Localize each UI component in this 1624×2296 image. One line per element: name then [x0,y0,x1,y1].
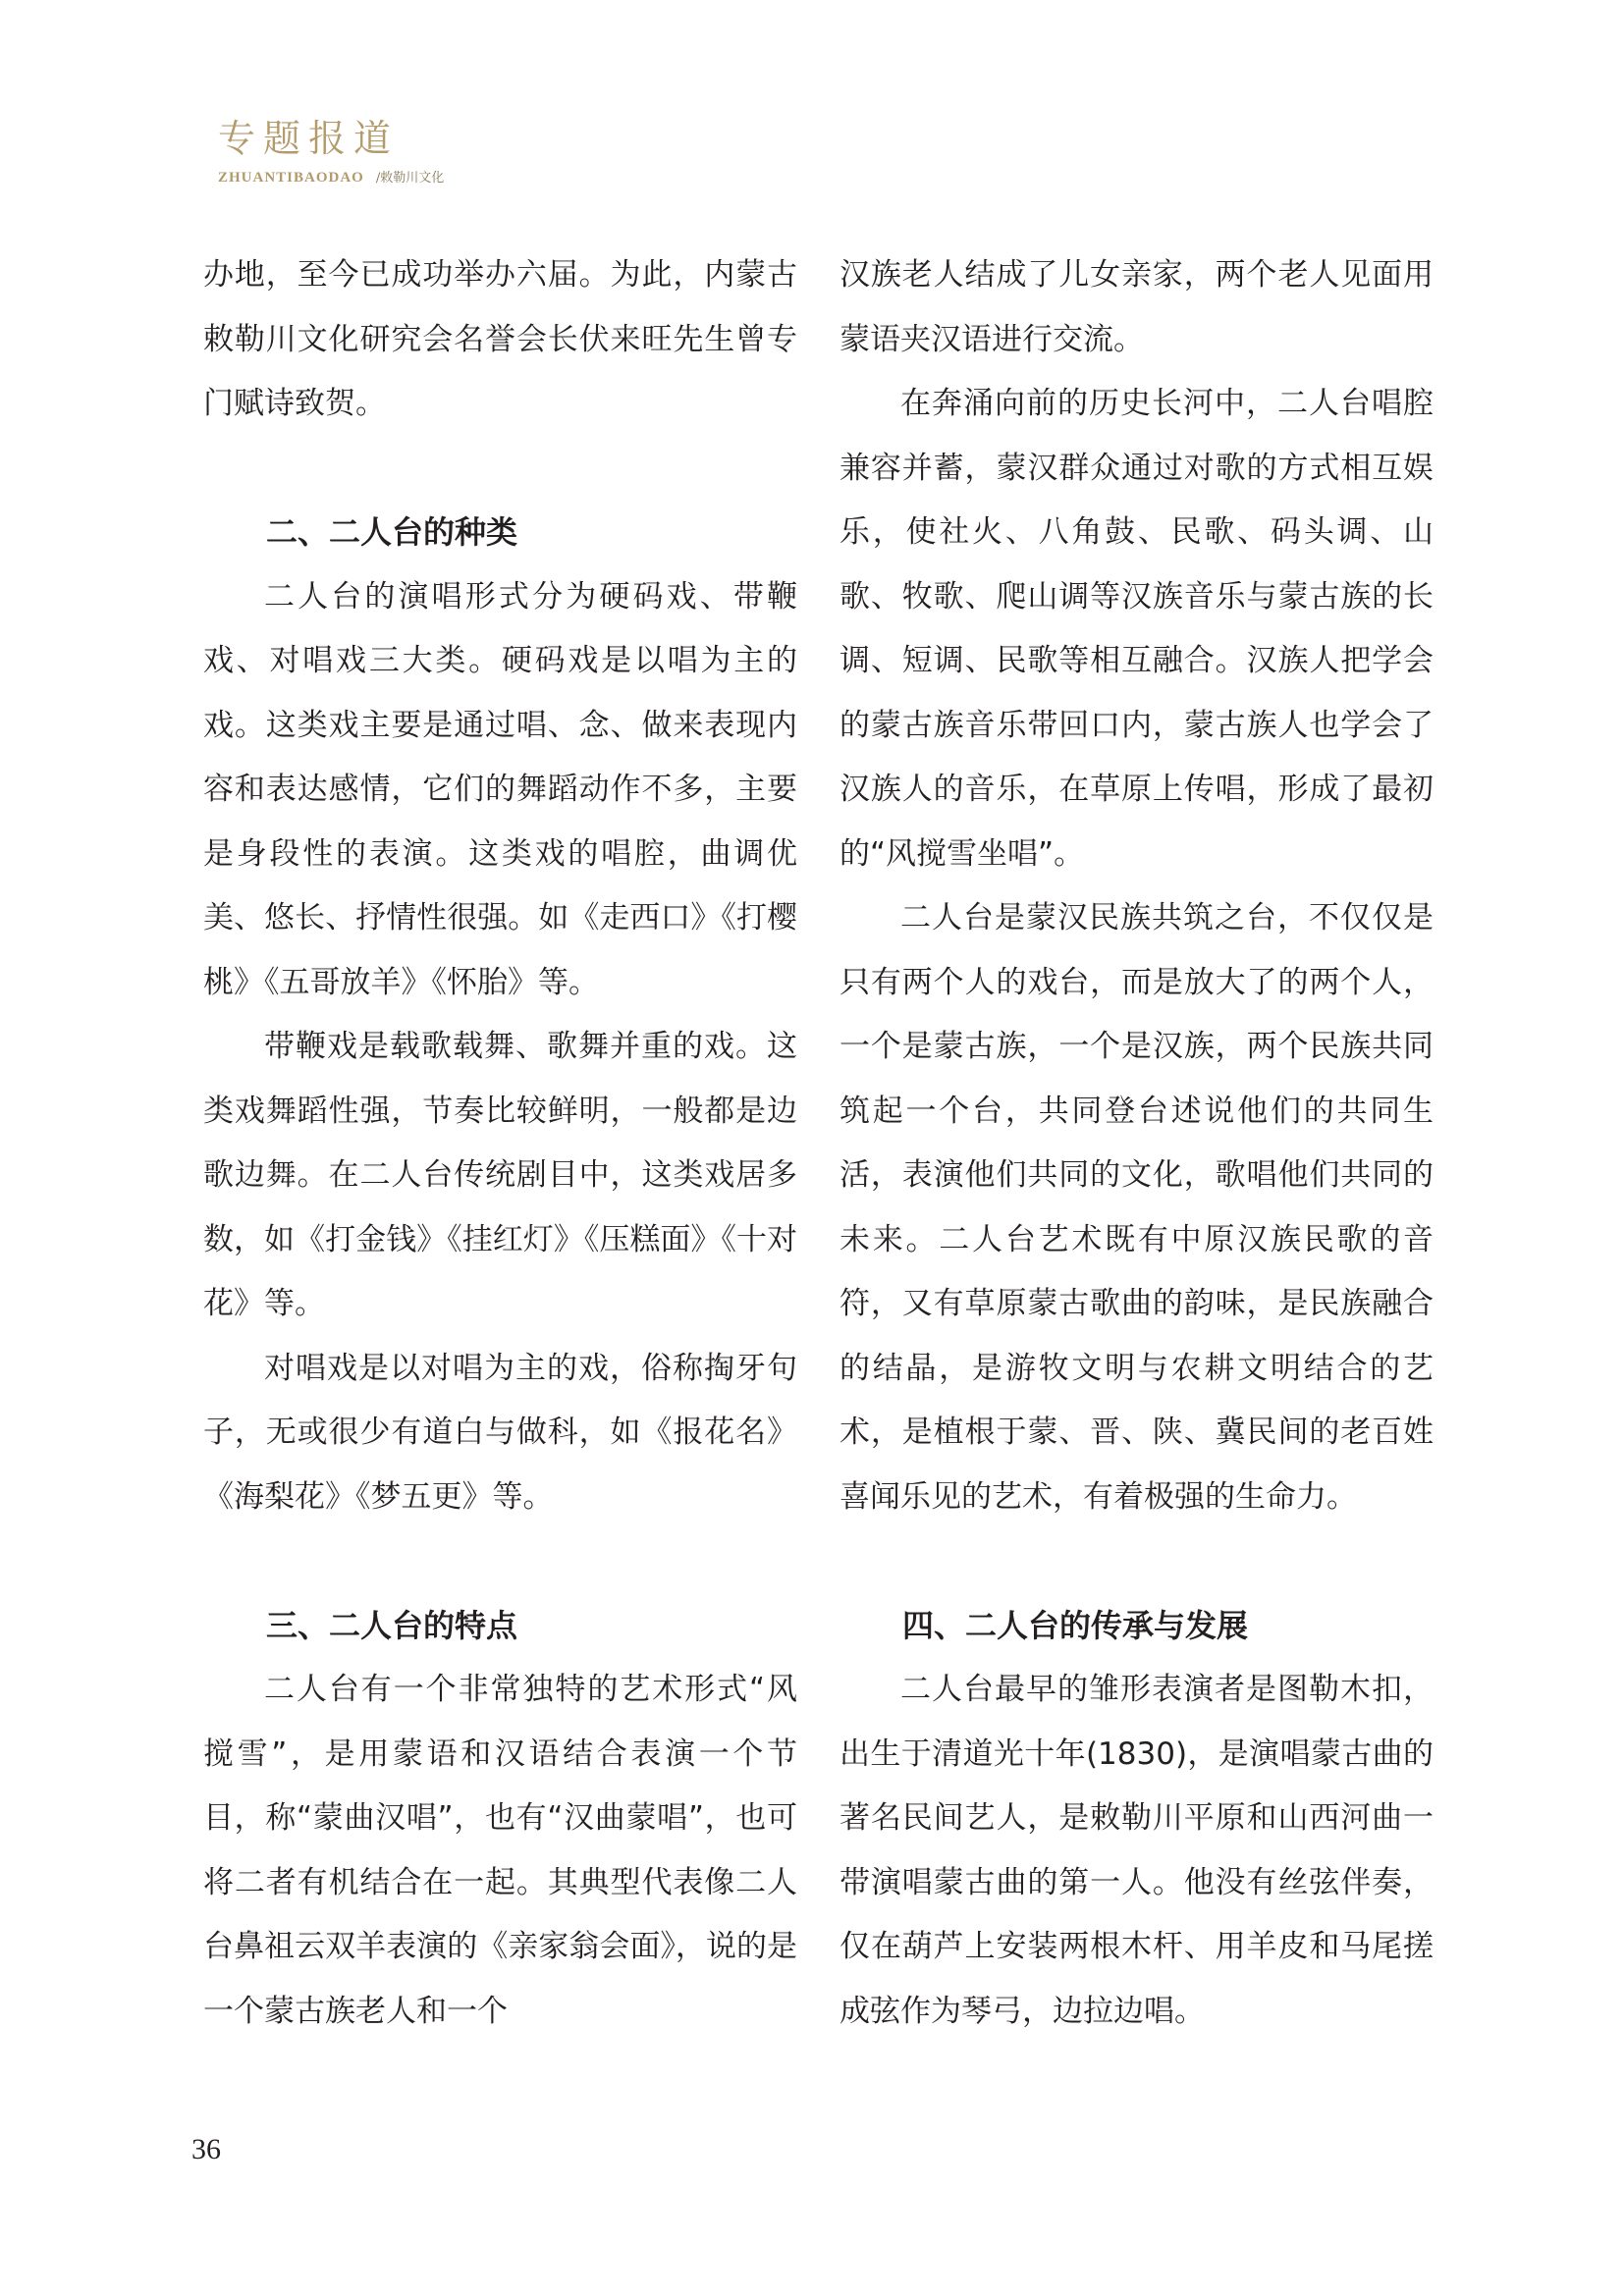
paragraph: 带鞭戏是载歌载舞、歌舞并重的戏。这类戏舞蹈性强，节奏比较鲜明，一般都是边歌边舞。在二人台传统剧目中，这类戏居多数，如《打金钱》《挂红灯》《压糕面》《十对花》等。 [203,1029,797,1321]
paragraph: 二人台是蒙汉民族共筑之台，不仅仅是只有两个人的戏台，而是放大了的两个人，一个是蒙古族，一个是汉族，两个民族共同筑起一个台，共同登台述说他们的共同生活，表演他们共同的文化，歌唱他们共同的未来。二人台艺术既有中原汉族民歌的音符，又有草原蒙古歌曲的韵味，是民族融合的结晶，是游牧文明与农耕文明结合的艺术，是植根于蒙、晋、陕、冀民间的老百姓喜闻乐见的艺术，有着极强的生命力。 [839,900,1434,1515]
paragraph: 在奔涌向前的历史长河中，二人台唱腔兼容并蓄，蒙汉群众通过对歌的方式相互娱乐，使社火、八角鼓、民歌、码头调、山歌、牧歌、爬山调等汉族音乐与蒙古族的长调、短调、民歌等相互融合。汉族人把学会的蒙古族音乐带回口内，蒙古族人也学会了汉族人的音乐，在草原上传唱，形成了最初的“风搅雪坐唱”。 [839,386,1434,872]
left-column [203,243,797,2044]
paragraph: 汉族老人结成了儿女亲家，两个老人见面用蒙语夹汉语进行交流。 [839,257,1434,357]
spacer [839,1529,1434,1594]
heading-types: 二、二人台的种类 [266,513,518,551]
right-column [839,243,1434,2044]
page-number: 36 [191,2133,221,2165]
section-title-pinyin: ZHUANTIBAODAO [218,170,364,186]
paragraph: 对唱戏是以对唱为主的戏，俗称掏牙句子，无或很少有道白与做科，如《报花名》《海梨花》《梦五更》等。 [203,1350,797,1515]
section-title: 专题报道 [218,117,400,160]
spacer [203,437,797,502]
paragraph: 二人台最早的雏形表演者是图勒木扣，出生于清道光十年(1830)，是演唱蒙古曲的著名民间艺人，是敕勒川平原和山西河曲一带演唱蒙古曲的第一人。他没有丝弦伴奏，仅在葫芦上安装两根木杆、用羊皮和马尾搓成弦作为琴弓，边拉边唱。 [839,1672,1434,2029]
paragraph: 办地，至今已成功举办六届。为此，内蒙古敕勒川文化研究会名誉会长伏来旺先生曾专门赋诗致贺。 [203,257,797,421]
spacer [203,1529,797,1594]
heading-features: 三、二人台的特点 [266,1606,518,1644]
section-subtitle [218,167,444,188]
heading-inheritance: 四、二人台的传承与发展 [902,1606,1249,1644]
section-tag: /敕勒川文化 [375,171,445,186]
paragraph: 二人台有一个非常独特的艺术形式“风搅雪”，是用蒙语和汉语结合表演一个节目，称“蒙曲汉唱”，也有“汉曲蒙唱”，也可将二者有机结合在一起。其典型代表像二人台鼻祖云双羊表演的《亲家翁会面》，说的是一个蒙古族老人和一个 [203,1672,797,2029]
paragraph: 二人台的演唱形式分为硬码戏、带鞭戏、对唱戏三大类。硬码戏是以唱为主的戏。这类戏主要是通过唱、念、做来表现内容和表达感情，它们的舞蹈动作不多，主要是身段性的表演。这类戏的唱腔，曲调优美、悠长、抒情性很强。如《走西口》《打樱桃》《五哥放羊》《怀胎》等。 [203,578,797,1000]
running-header [218,116,444,188]
